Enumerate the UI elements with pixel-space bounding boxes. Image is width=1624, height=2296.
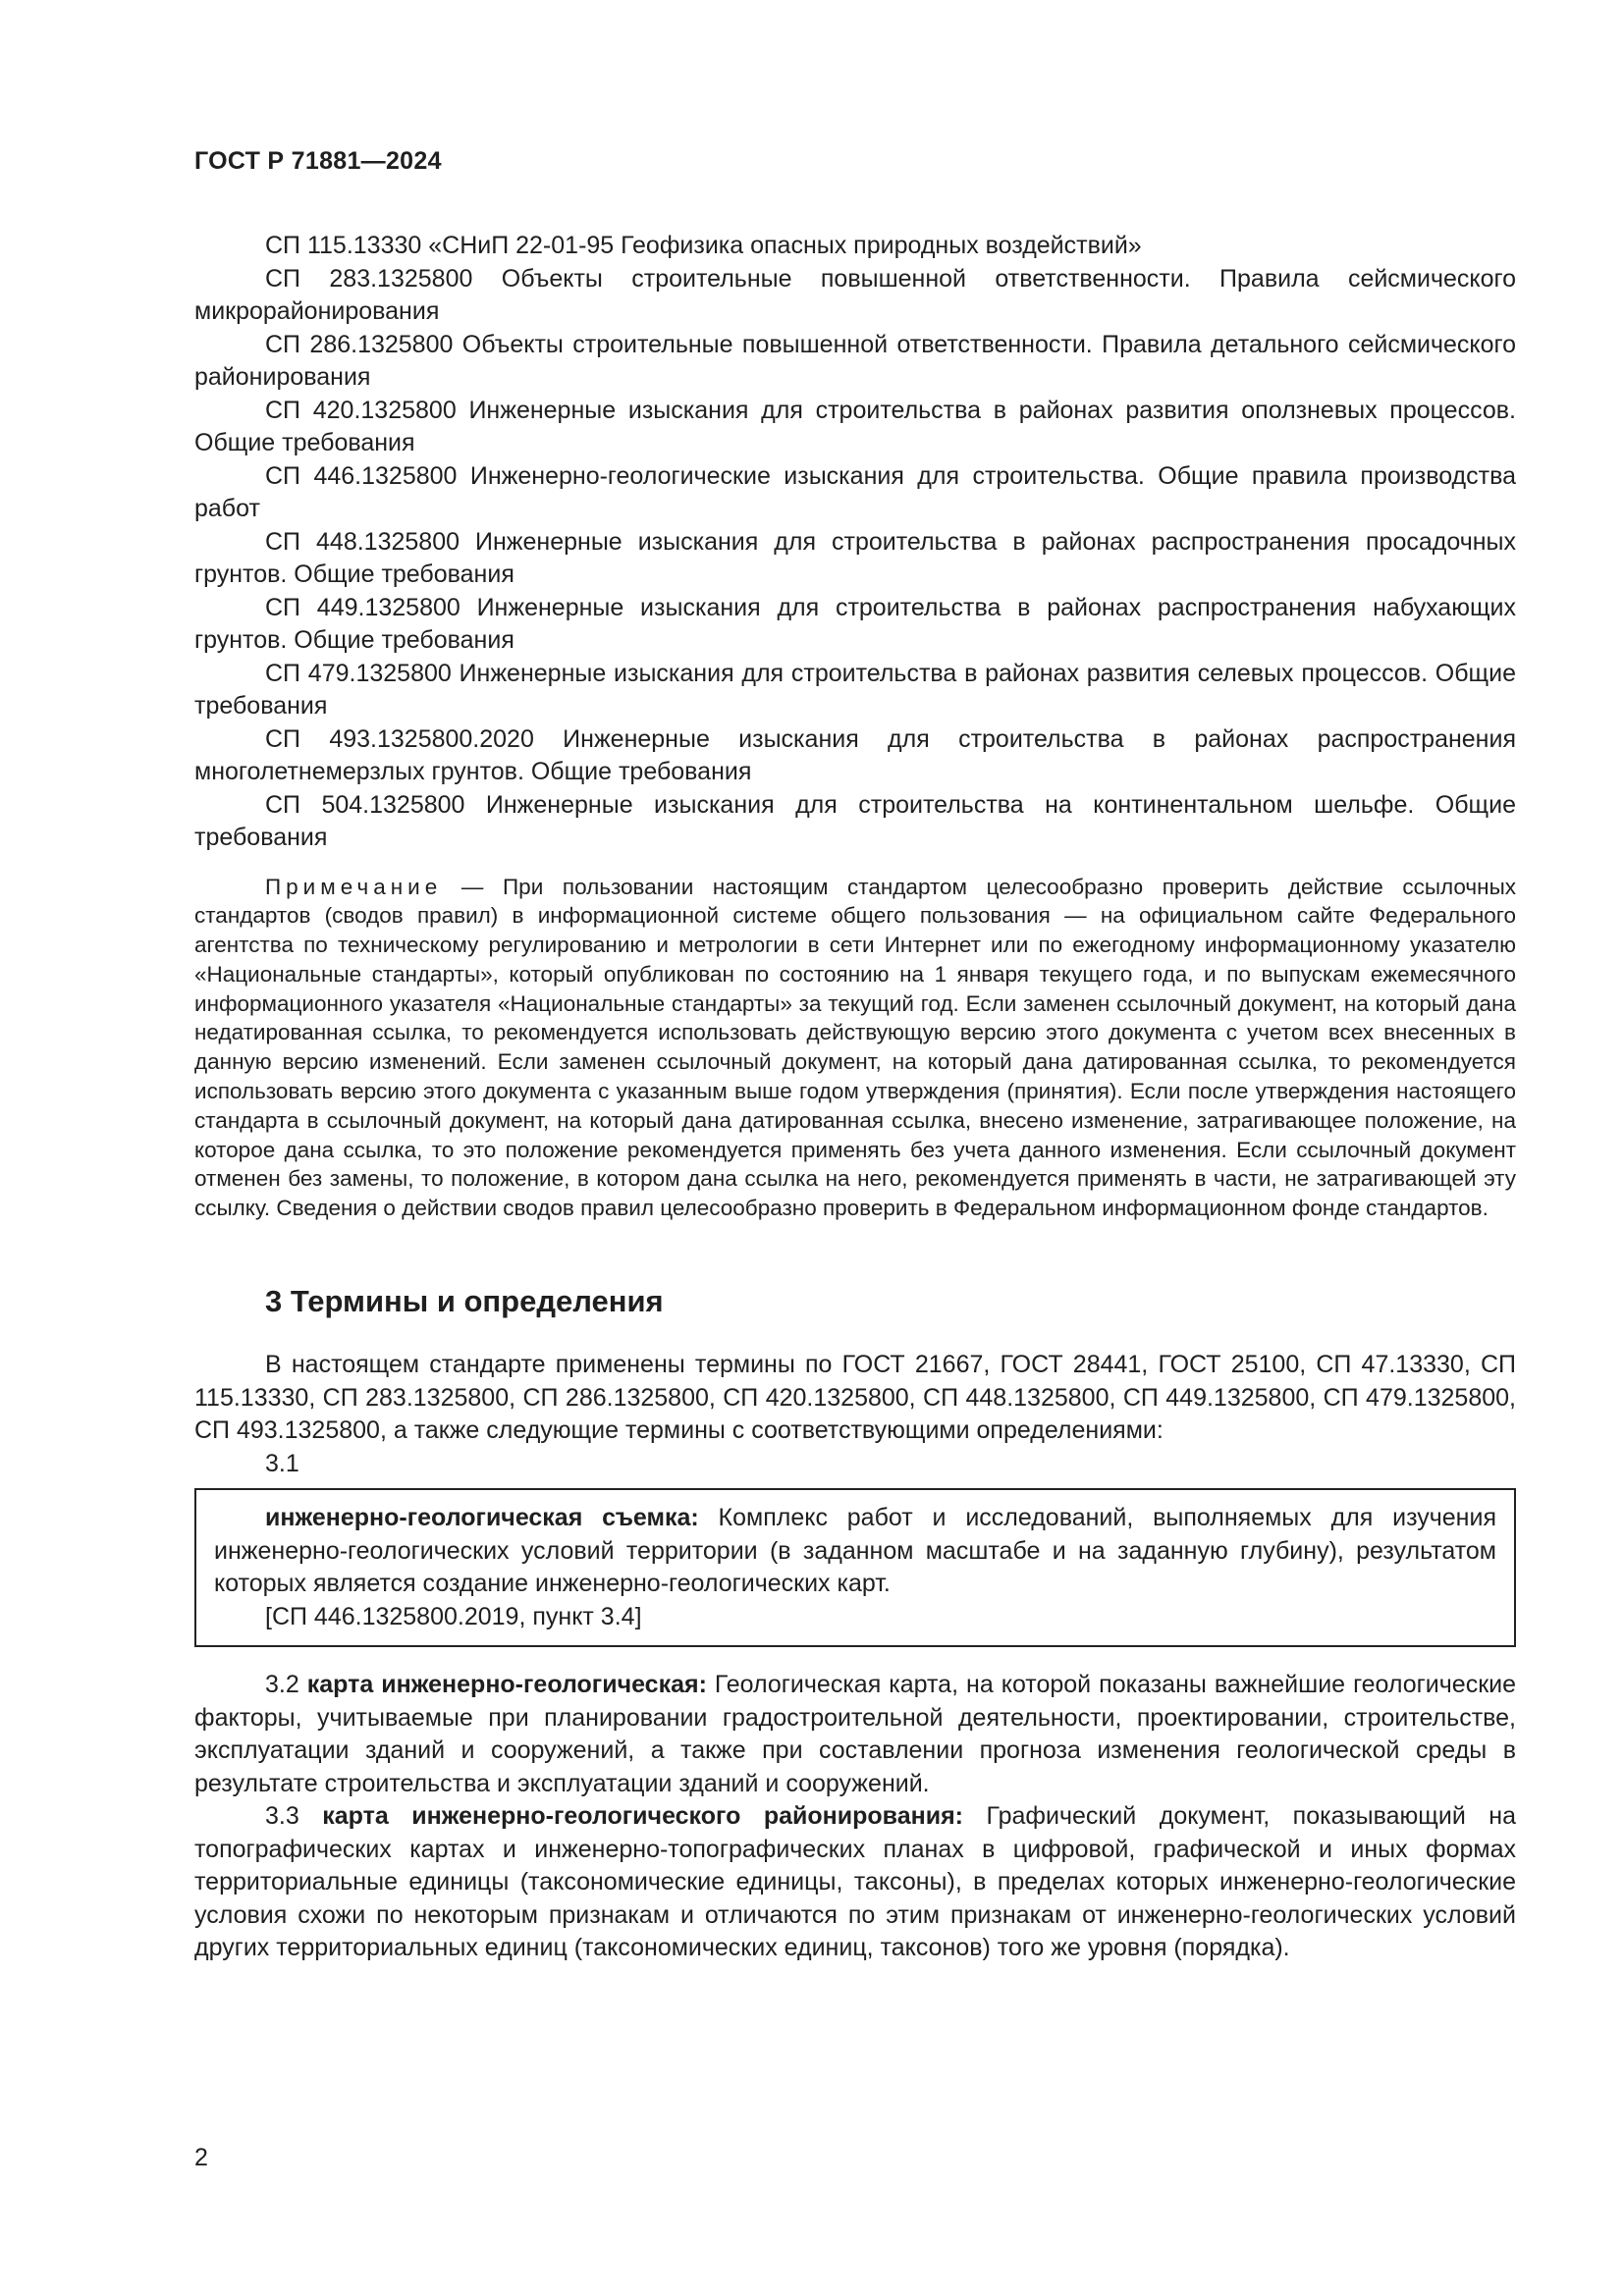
term-name: карта инженерно-геологическая: (306, 1671, 707, 1699)
reference-item: СП 493.1325800.2020 Инженерные изыскания для строительства в районах распространения многолетнемерзлых грунтов. Общие требования (194, 724, 1516, 785)
term-name: инженерно-геологическая съемка: (265, 1504, 699, 1532)
note-text: — При пользовании настоящим стандартом целесообразно проверить действие ссылочных стандартов (сводов правил) в информационной системе общего пользования — на официальном сайте Федерального агентства по техническому регулированию и метрологии в сети Интернет или по ежегодному информационному указателю «Национальные стандарты», который опубликован по состоянию на 1 января текущего года, и по выпускам ежемесячного информационного указателя «Национальные стандарты» за текущий год. Если заменен ссылочный документ, на который дана недатированная ссылка, то рекомендуется использовать действующую версию этого документа с учетом всех внесенных в данную версию изменений. Если заменен ссылочный документ, на который дана датированная ссылка, то рекомендуется использовать версию этого документа с указанным выше годом утверждения (принятия). Если после утверждения настоящего стандарта в ссылочный документ, на который дана датированная ссылка, внесено изменение, затрагивающее положение, на которое дана ссылка, то это положение рекомендуется применять без учета данного изменения. Если ссылочный документ отменен без замены, то положение, в котором дана ссылка на него, рекомендуется применять в части, не затрагивающей эту ссылку. Сведения о действии сводов правил целесообразно проверить в Федеральном информационном фонде стандартов. (194, 874, 1516, 1221)
reference-item: СП 504.1325800 Инженерные изыскания для строительства на континентальном шельфе. Общие требования (194, 790, 1516, 851)
note-label: Примечание (265, 874, 443, 899)
term-number: 3.3 (265, 1802, 323, 1831)
reference-item: СП 286.1325800 Объекты строительные повышенной ответственности. Правила детального сейсмического районирования (194, 330, 1516, 391)
reference-item: СП 115.13330 «СНиП 22-01-95 Геофизика опасных природных воздействий» (265, 232, 1142, 259)
reference-item: СП 448.1325800 Инженерные изыскания для строительства в районах распространения просадочных грунтов. Общие требования (194, 527, 1516, 588)
page-number: 2 (194, 2144, 208, 2171)
term-definition-text: Геологическая карта, на которой показаны важнейшие геологические факторы, учитываемые при планировании градостроительной деятельности, проектировании, строительстве, эксплуатации зданий и сооружений, а также при составлении прогноза изменения геологической среды в результате строительства и эксплуатации зданий и сооружений. (194, 1671, 1516, 1797)
normative-references-list (194, 230, 1516, 855)
term-number: 3.1 (265, 1449, 299, 1477)
reference-item: СП 283.1325800 Объекты строительные повышенной ответственности. Правила сейсмического микрорайонирования (194, 264, 1516, 325)
reference-item: СП 446.1325800 Инженерно-геологические изыскания для строительства. Общие правила производства работ (194, 461, 1516, 522)
term-definition (214, 1502, 1496, 1601)
borrowed-term-box (194, 1488, 1516, 1647)
term-definition-text: Графический документ, показывающий на топографических картах и инженерно-топографических планах в цифровой, графической и иных формах территориальные единицы (таксономические единицы, таксоны), в пределах которых инженерно-геологические условия схожи по некоторым признакам и отличаются по этим признакам от инженерно-геологических условий других территориальных единиц (таксономических единиц, таксонов) того же уровня (порядка). (194, 1802, 1516, 1962)
term-entry (194, 1800, 1516, 1965)
references-note (194, 873, 1516, 1224)
section-body (194, 1349, 1516, 1448)
term-entry (194, 1669, 1516, 1800)
document-page (194, 147, 1516, 1965)
term-source: [СП 446.1325800.2019, пункт 3.4] (265, 1602, 642, 1630)
term-name: карта инженерно-геологического районирования: (322, 1802, 963, 1831)
reference-item: СП 420.1325800 Инженерные изыскания для строительства в районах развития оползневых процессов. Общие требования (194, 396, 1516, 456)
reference-item: СП 479.1325800 Инженерные изыскания для строительства в районах развития селевых процессов. Общие требования (194, 659, 1516, 720)
term-number: 3.2 (265, 1671, 307, 1699)
document-id-header: ГОСТ Р 71881—2024 (194, 147, 442, 175)
section-heading: 3 Термины и определения (265, 1284, 664, 1319)
term-definition-text: Комплекс работ и исследований, выполняемых для изучения инженерно-геологических условий территории (в заданном масштабе и на заданную глубину), результатом которых является создание инженерно-геологических карт. (214, 1504, 1496, 1598)
reference-item: СП 449.1325800 Инженерные изыскания для строительства в районах распространения набухающих грунтов. Общие требования (194, 593, 1516, 654)
section-intro: В настоящем стандарте применены термины по ГОСТ 21667, ГОСТ 28441, ГОСТ 25100, СП 47.13330, СП 115.13330, СП 283.1325800, СП 286.1325800, СП 420.1325800, СП 448.1325800, СП 449.1325800, СП 479.1325800, СП 493.1325800, а также следующие термины с соответствующими определениями: (194, 1351, 1516, 1445)
terms-list (194, 1669, 1516, 1965)
